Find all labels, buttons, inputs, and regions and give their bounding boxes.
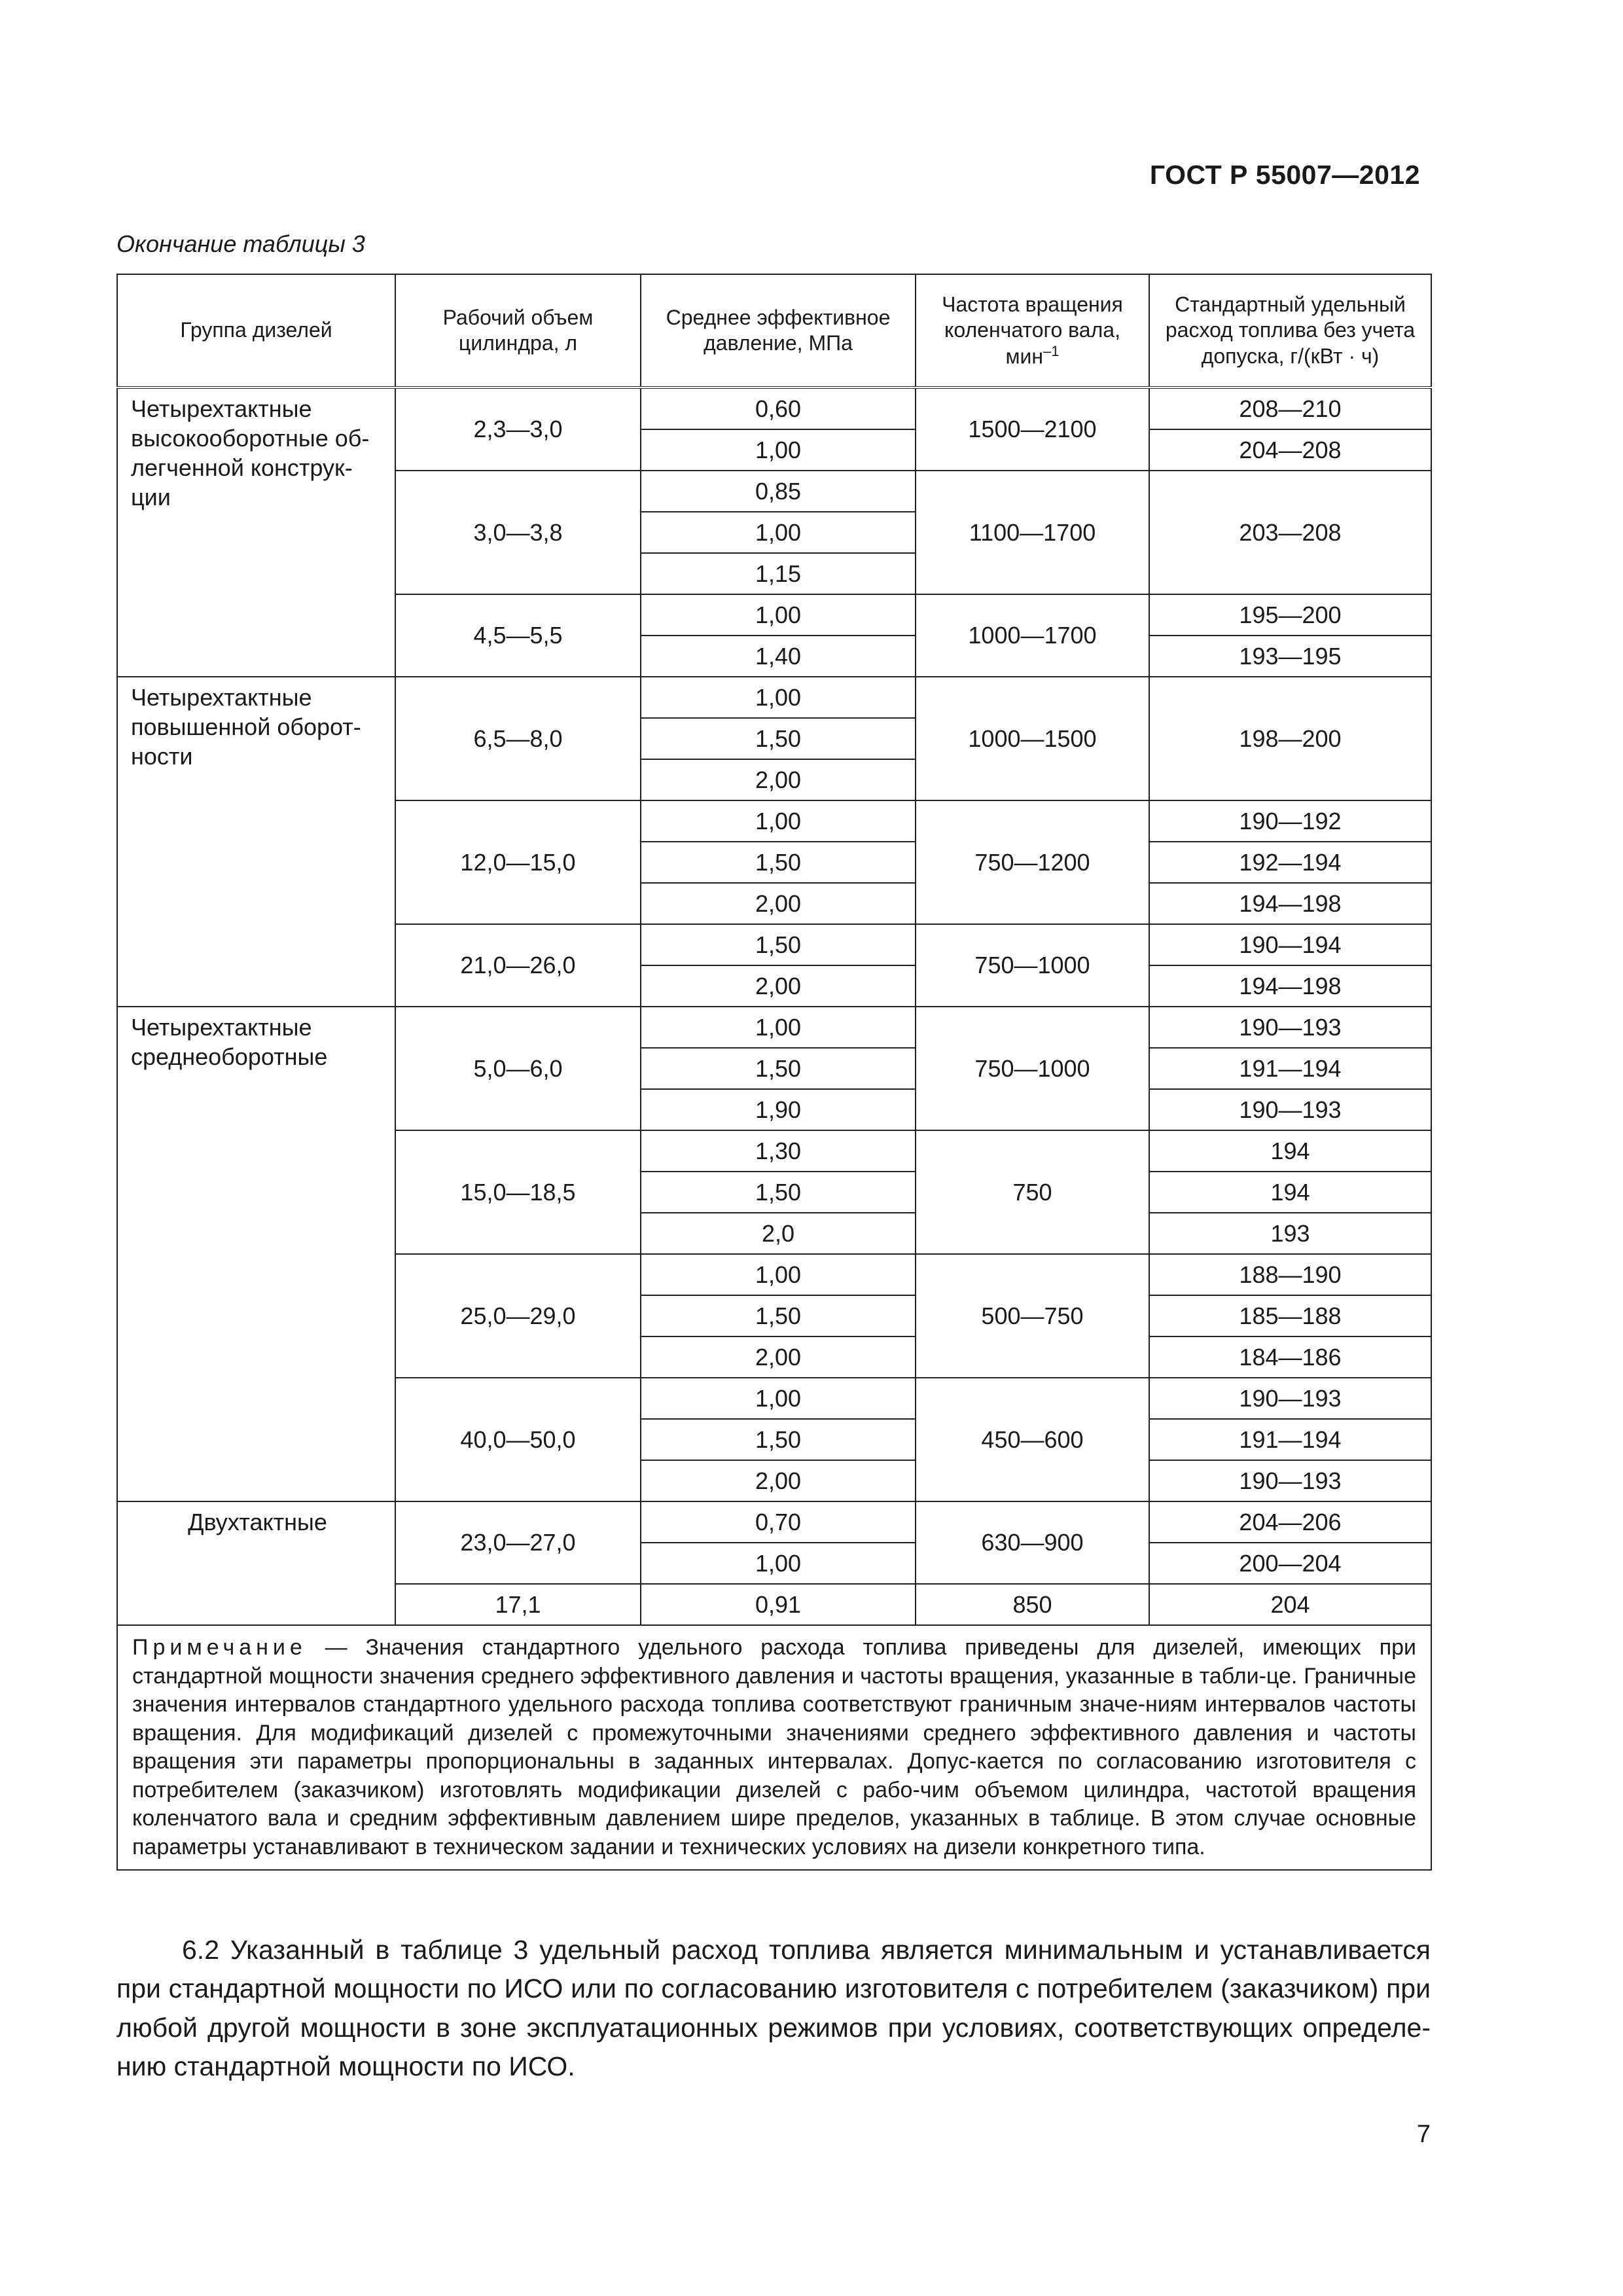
consumption-cell: 188—190 [1149,1254,1431,1295]
document-id: ГОСТ Р 55007—2012 [1149,160,1420,190]
consumption-cell: 203—208 [1149,471,1431,594]
frequency-cell: 630—900 [916,1501,1149,1584]
pressure-cell: 1,00 [641,1543,916,1584]
pressure-cell: 1,00 [641,594,916,636]
group-cell: Четырехтактные среднеоборотные [117,1007,395,1501]
consumption-cell: 190—193 [1149,1007,1431,1048]
volume-cell: 5,0—6,0 [395,1007,641,1130]
pressure-cell: 2,00 [641,759,916,800]
consumption-cell: 198—200 [1149,677,1431,800]
volume-cell: 40,0—50,0 [395,1378,641,1501]
pressure-cell: 1,50 [641,842,916,883]
pressure-cell: 2,0 [641,1213,916,1254]
header-frequency-exponent: –1 [1043,342,1060,359]
volume-cell: 4,5—5,5 [395,594,641,677]
consumption-cell: 190—194 [1149,924,1431,965]
page-number: 7 [1416,2121,1431,2148]
frequency-cell: 750—1000 [916,1007,1149,1130]
table-note-row [117,1625,1431,1870]
note-text: — Значения стандартного удельного расхода топлива приведены для дизелей, имеющих при стандартной мощности значения среднего эффективного давления и частоты вращения, указанные в табли-це. Граничные значения интервалов стандартного удельного расхода топлива соответствуют граничным значе-ниям интервалов частоты вращения. Для модификаций дизелей с промежуточными значениями среднего эффективного давления и частоты вращения эти параметры пропорциональны в заданных интервалах. Допус-кается по согласованию изготовителя с потребителем (заказчиком) изготовлять модификации дизелей с рабо-чим объемом цилиндра, частотой вращения коленчатого вала и средним эффективным давлением шире пределов, указанных в таблице. В этом случае основные параметры устанавливают в техническом задании и технических условиях на дизели конкретного типа. [132,1635,1417,1859]
header-consumption: Стандартный удельный расход топлива без учета допуска, г/(кВт · ч) [1149,274,1431,387]
consumption-cell: 190—193 [1149,1089,1431,1130]
volume-cell: 21,0—26,0 [395,924,641,1007]
volume-cell: 15,0—18,5 [395,1130,641,1254]
pressure-cell: 1,50 [641,1048,916,1089]
consumption-cell: 194—198 [1149,883,1431,924]
pressure-cell: 1,50 [641,1419,916,1460]
table-row [117,387,1431,429]
note-label: Примечание [132,1635,307,1660]
consumption-cell: 192—194 [1149,842,1431,883]
pressure-cell: 1,00 [641,1378,916,1419]
volume-cell: 2,3—3,0 [395,387,641,471]
volume-cell: 23,0—27,0 [395,1501,641,1584]
frequency-cell: 850 [916,1584,1149,1625]
pressure-cell: 0,91 [641,1584,916,1625]
volume-cell: 3,0—3,8 [395,471,641,594]
volume-cell: 12,0—15,0 [395,800,641,924]
frequency-cell: 450—600 [916,1378,1149,1501]
volume-cell: 25,0—29,0 [395,1254,641,1378]
consumption-cell: 190—192 [1149,800,1431,842]
group-cell: Четырехтактные повышенной оборот-ности [117,677,395,1007]
pressure-cell: 1,00 [641,1007,916,1048]
consumption-cell: 208—210 [1149,387,1431,429]
consumption-cell: 195—200 [1149,594,1431,636]
table-row [117,1501,1431,1543]
pressure-cell: 1,30 [641,1130,916,1172]
pressure-cell: 2,00 [641,1460,916,1501]
pressure-cell: 1,50 [641,718,916,759]
header-group: Группа дизелей [117,274,395,387]
table-row [117,677,1431,718]
consumption-cell: 194 [1149,1172,1431,1213]
frequency-cell: 750—1200 [916,800,1149,924]
pressure-cell: 1,00 [641,1254,916,1295]
header-pressure: Среднее эффективное давление, МПа [641,274,916,387]
pressure-cell: 1,40 [641,636,916,677]
pressure-cell: 1,90 [641,1089,916,1130]
table-note [117,1625,1431,1870]
pressure-cell: 0,60 [641,387,916,429]
volume-cell: 17,1 [395,1584,641,1625]
consumption-cell: 194—198 [1149,965,1431,1007]
consumption-cell: 204—208 [1149,429,1431,471]
frequency-cell: 1100—1700 [916,471,1149,594]
pressure-cell: 2,00 [641,965,916,1007]
header-frequency-text: Частота вращения коленчатого вала, мин [942,292,1123,368]
group-cell: Двухтактные [117,1501,395,1625]
pressure-cell: 1,15 [641,553,916,594]
consumption-cell: 184—186 [1149,1336,1431,1378]
consumption-cell: 191—194 [1149,1419,1431,1460]
consumption-cell: 190—193 [1149,1378,1431,1419]
frequency-cell: 1000—1700 [916,594,1149,677]
frequency-cell: 750—1000 [916,924,1149,1007]
consumption-cell: 190—193 [1149,1460,1431,1501]
pressure-cell: 2,00 [641,1336,916,1378]
consumption-cell: 204 [1149,1584,1431,1625]
pressure-cell: 1,00 [641,429,916,471]
pressure-cell: 0,85 [641,471,916,512]
table-caption: Окончание таблицы 3 [116,230,365,257]
consumption-cell: 185—188 [1149,1295,1431,1336]
volume-cell: 6,5—8,0 [395,677,641,800]
table-row [117,1007,1431,1048]
table-header-row [117,274,1431,387]
frequency-cell: 1000—1500 [916,677,1149,800]
header-volume: Рабочий объем цилиндра, л [395,274,641,387]
paragraph-6-2: 6.2 Указанный в таблице 3 удельный расход топлива является минимальным и устанавливается при стандартной мощности по ИСО или по согласованию изготовителя с потребителем (заказчиком) при любой другой мощности в зоне эксплуатационных режимов при условиях, соответствующих определе-нию стандартной мощности по ИСО. [116,1935,1431,2082]
pressure-cell: 1,00 [641,800,916,842]
pressure-cell: 1,50 [641,1172,916,1213]
frequency-cell: 1500—2100 [916,387,1149,471]
frequency-cell: 500—750 [916,1254,1149,1378]
consumption-cell: 191—194 [1149,1048,1431,1089]
fuel-consumption-table [116,274,1432,1871]
header-frequency [916,274,1149,387]
consumption-cell: 200—204 [1149,1543,1431,1584]
pressure-cell: 1,00 [641,677,916,718]
pressure-cell: 2,00 [641,883,916,924]
pressure-cell: 1,00 [641,512,916,553]
consumption-cell: 193 [1149,1213,1431,1254]
pressure-cell: 1,50 [641,1295,916,1336]
pressure-cell: 0,70 [641,1501,916,1543]
consumption-cell: 194 [1149,1130,1431,1172]
consumption-cell: 204—206 [1149,1501,1431,1543]
consumption-cell: 193—195 [1149,636,1431,677]
group-cell: Четырехтактные высокооборотные об-легченной конструк-ции [117,387,395,677]
frequency-cell: 750 [916,1130,1149,1254]
pressure-cell: 1,50 [641,924,916,965]
